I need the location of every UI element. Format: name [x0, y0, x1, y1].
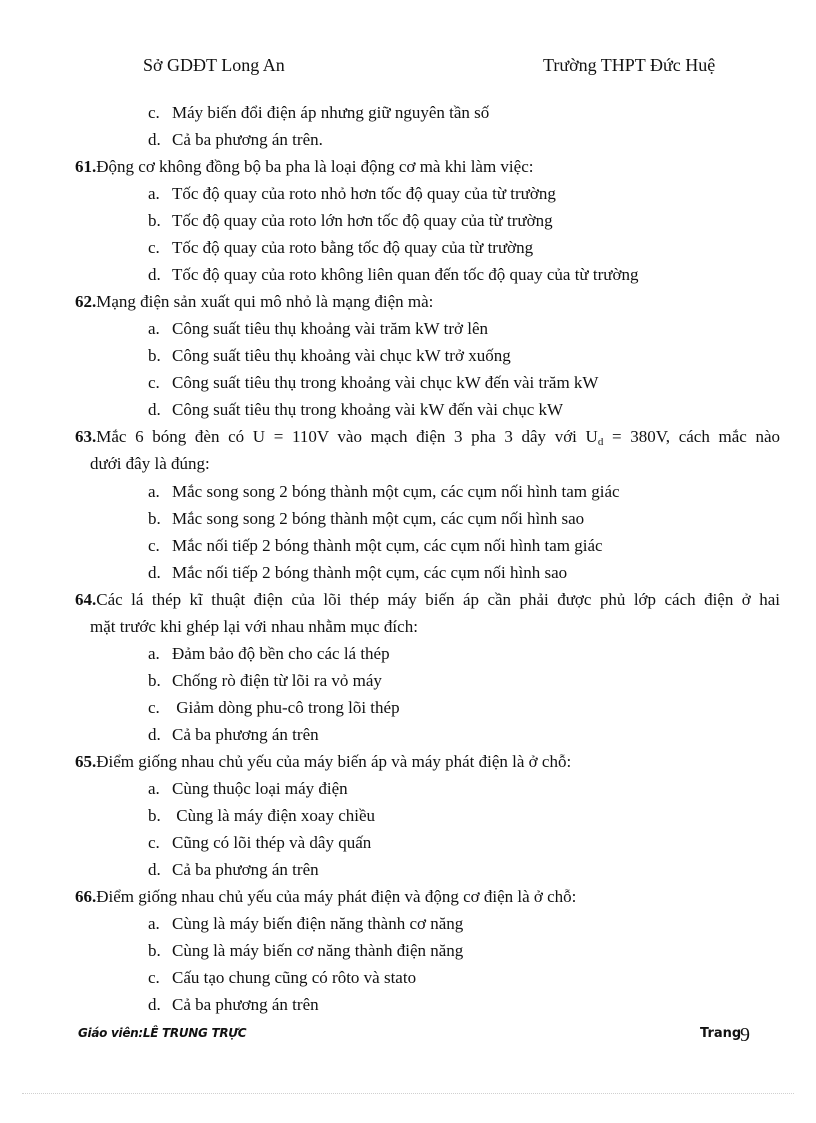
option-label: a. [148, 319, 160, 338]
page-number: 9 [740, 1024, 750, 1046]
question-number: 64. [75, 590, 97, 609]
option-label: c. [148, 238, 160, 257]
option-label: c. [148, 833, 160, 852]
option-line [148, 481, 620, 503]
option-text: Tốc độ quay của roto lớn hơn tốc độ quay của từ trường [172, 211, 553, 230]
option-label: c. [148, 968, 160, 987]
option-text: Công suất tiêu thụ trong khoảng vài chục kW đến vài trăm kW [172, 373, 599, 392]
teacher-name: Giáo viên:LÊ TRUNG TRỰC [78, 1026, 247, 1040]
option-label: a. [148, 184, 160, 203]
option-label: c. [148, 103, 160, 122]
option-line [148, 210, 553, 232]
option-line [148, 859, 319, 881]
option-label: c. [148, 373, 160, 392]
question-text: Điểm giống nhau chủ yếu của máy biến áp và máy phát điện là ở chỗ: [96, 752, 572, 771]
option-label: a. [148, 914, 160, 933]
header-school: Trường THPT Đức Huệ [543, 55, 716, 75]
question-number: 65. [75, 752, 97, 771]
option-label: d. [148, 400, 161, 419]
option-text: Chống rò điện từ lõi ra vỏ máy [172, 671, 382, 690]
option-text: Cùng là máy điện xoay chiều [172, 806, 376, 825]
option-text: Mắc nối tiếp 2 bóng thành một cụm, các cụm nối hình sao [172, 563, 568, 582]
option-label: a. [148, 644, 160, 663]
question-text-cont: = 380V, cách mắc nào [603, 427, 780, 446]
option-text: Cùng thuộc loại máy điện [172, 779, 348, 798]
option-line [148, 535, 603, 557]
option-text: Đảm bảo độ bền cho các lá thép [172, 644, 390, 663]
option-line [148, 129, 323, 151]
option-line [148, 724, 319, 746]
option-line [148, 102, 489, 124]
option-line [148, 183, 556, 205]
question-66 [75, 886, 780, 908]
option-label: b. [148, 941, 161, 960]
question-number: 63. [75, 427, 97, 446]
option-text: Mắc nối tiếp 2 bóng thành một cụm, các cụm nối hình tam giác [172, 536, 603, 555]
option-line [148, 643, 390, 665]
option-label: b. [148, 671, 161, 690]
option-text: Công suất tiêu thụ trong khoảng vài kW đến vài chục kW [172, 400, 564, 419]
page-header [0, 55, 816, 79]
question-text: Động cơ không đồng bộ ba pha là loại động cơ mà khi làm việc: [96, 157, 534, 176]
option-line [148, 832, 371, 854]
header-department: Sở GDĐT Long An [143, 55, 285, 75]
option-label: c. [148, 536, 160, 555]
option-text: Cả ba phương án trên [172, 725, 319, 744]
option-label: b. [148, 346, 161, 365]
option-text: Cùng là máy biến cơ năng thành điện năng [172, 941, 464, 960]
option-line [148, 562, 567, 584]
option-label: d. [148, 995, 161, 1014]
question-text: Mạng điện sản xuất qui mô nhỏ là mạng điện mà: [96, 292, 434, 311]
question-62 [75, 291, 780, 313]
option-text: Cả ba phương án trên [172, 995, 319, 1014]
option-line [148, 697, 400, 719]
option-label: d. [148, 563, 161, 582]
option-text: Tốc độ quay của roto không liên quan đến tốc độ quay của từ trường [172, 265, 639, 284]
question-61 [75, 156, 780, 178]
option-line [148, 264, 638, 286]
question-text: Các lá thép kĩ thuật điện của lõi thép máy biến áp cần phải được phủ lớp cách điện ở hai [96, 590, 780, 609]
question-number: 61. [75, 157, 97, 176]
option-text: Cấu tạo chung cũng có rôto và stato [172, 968, 417, 987]
option-text: Mắc song song 2 bóng thành một cụm, các cụm nối hình sao [172, 509, 585, 528]
option-text: Cũng có lõi thép và dây quấn [172, 833, 372, 852]
option-line [148, 670, 382, 692]
subscript-d: d [597, 436, 604, 448]
option-line [148, 399, 563, 421]
question-64 [75, 589, 780, 611]
question-63 [75, 426, 780, 453]
page-label: Trang [700, 1026, 742, 1041]
option-label: a. [148, 482, 160, 501]
option-text: Cùng là máy biến điện năng thành cơ năng [172, 914, 464, 933]
question-text-line2: dưới đây là đúng: [90, 454, 210, 473]
option-text: Tốc độ quay của roto nhỏ hơn tốc độ quay của từ trường [172, 184, 556, 203]
page-footer [0, 1024, 816, 1048]
option-line [148, 967, 416, 989]
option-text: Cả ba phương án trên. [172, 130, 323, 149]
option-line [148, 318, 488, 340]
option-line [148, 237, 533, 259]
option-label: b. [148, 211, 161, 230]
option-line [148, 345, 511, 367]
question-text: Mắc 6 bóng đèn có U = 110V vào mạch điện 3 pha 3 dây với U [96, 427, 598, 446]
option-text: Máy biến đổi điện áp nhưng giữ nguyên tần số [172, 103, 490, 122]
option-label: d. [148, 130, 161, 149]
page-divider [22, 1093, 794, 1094]
option-text: Tốc độ quay của roto bằng tốc độ quay của từ trường [172, 238, 534, 257]
option-label: d. [148, 725, 161, 744]
option-line [148, 778, 348, 800]
option-label: b. [148, 509, 161, 528]
option-line [148, 372, 598, 394]
option-label: b. [148, 806, 161, 825]
option-label: d. [148, 860, 161, 879]
question-number: 62. [75, 292, 97, 311]
option-line [148, 940, 463, 962]
option-label: c. [148, 698, 160, 717]
option-line [148, 805, 375, 827]
question-text-line2: mặt trước khi ghép lại với nhau nhằm mục đích: [90, 617, 418, 636]
option-line [148, 508, 584, 530]
option-label: a. [148, 779, 160, 798]
option-label: d. [148, 265, 161, 284]
option-text: Mắc song song 2 bóng thành một cụm, các cụm nối hình tam giác [172, 482, 620, 501]
question-65 [75, 751, 780, 773]
option-text: Cả ba phương án trên [172, 860, 319, 879]
question-text: Điểm giống nhau chủ yếu của máy phát điện và động cơ điện là ở chỗ: [96, 887, 577, 906]
question-number: 66. [75, 887, 97, 906]
option-line [148, 994, 319, 1016]
option-text: Công suất tiêu thụ khoảng vài trăm kW trở lên [172, 319, 489, 338]
option-text: Công suất tiêu thụ khoảng vài chục kW trở xuống [172, 346, 511, 365]
option-line [148, 913, 463, 935]
option-text: Giảm dòng phu-cô trong lõi thép [172, 698, 400, 717]
